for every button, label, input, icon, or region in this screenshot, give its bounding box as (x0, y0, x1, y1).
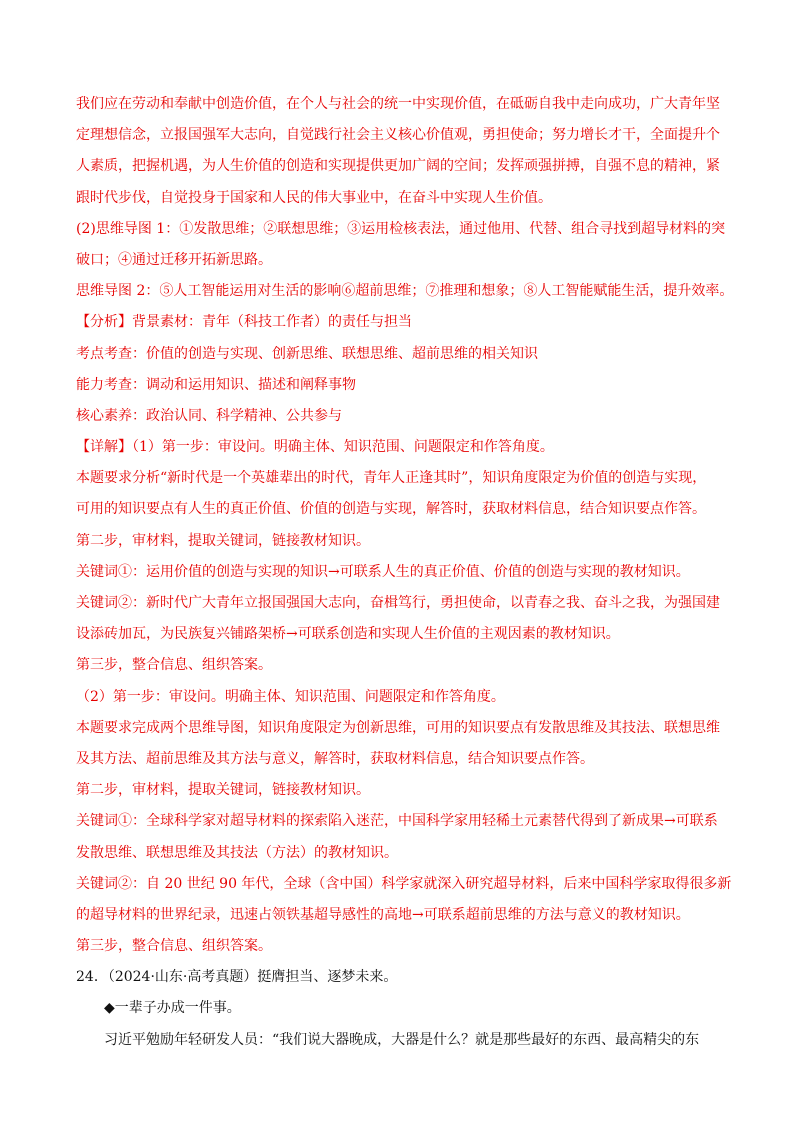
detail-step-1: 【详解】（1）第一步：审设问。明确主体、知识范围、问题限定和作答角度。 (76, 439, 554, 456)
mind-map-1-answer: (2)思维导图 1：①发散思维；②联想思维；③运用检核表法，通过他用、代替、组合寻找到超导材料的突 (76, 220, 726, 237)
detail-paragraph-line: 本题要求分析“新时代是一个英雄辈出的时代，青年人正逢其时”，知识角度限定为价值的创造与实现， (76, 470, 707, 487)
part-2-step-2: 第二步，审材料，提取关键词，链接教材知识。 (76, 782, 370, 799)
keyword-2: 关键词②：新时代广大青年立报国强国大志向，奋楫笃行，勇担使命，以青春之我、奋斗之我，为强国建 (76, 595, 720, 611)
exam-points: 考点考查：价值的创造与实现、创新思维、联想思维、超前思维的相关知识 (76, 345, 538, 362)
step-3: 第三步，整合信息、组织答案。 (76, 657, 272, 674)
keyword-1: 关键词①：运用价值的创造与实现的知识→可联系人生的真正价值、价值的创造与实现的教材知识。 (76, 563, 690, 580)
answer-paragraph-line: 人素质，把握机遇，为人生价值的创造和实现提供更加广阔的空间；发挥顽强拼搏，自强不息的精神，紧 (76, 158, 720, 175)
part-2-keyword-2: 关键词②：自 20 世纪 90 年代，全球（含中国）科学家就深入研究超导材料，后来中国科学家取得很多新 (76, 875, 732, 892)
document-body (76, 94, 734, 1061)
answer-paragraph-line: 我们应在劳动和奉献中创造价值，在个人与社会的统一中实现价值，在砥砺自我中走向成功，广大青年坚 (76, 96, 720, 112)
question-24-material: 习近平勉励年轻研发人员：“我们说大器晚成，大器是什么？就是那些最好的东西、最高精尖的东 (104, 1031, 700, 1048)
core-literacy: 核心素养：政治认同、科学精神、公共参与 (76, 407, 342, 424)
keyword-2-cont: 设添砖加瓦，为民族复兴铺路架桥→可联系创造和实现人生价值的主观因素的教材知识。 (76, 626, 620, 643)
mind-map-2-answer: 思维导图 2：⑤人工智能运用对生活的影响⑥超前思维；⑦推理和想象；⑧人工智能赋能生活，提升效率。 (76, 283, 734, 300)
part-2-keyword-1-cont: 发散思维、联想思维及其技法（方法）的教材知识。 (76, 844, 398, 861)
part-2-paragraph-line: 及其方法、超前思维及其方法与意义，解答时，获取材料信息，结合知识要点作答。 (76, 750, 594, 767)
part-2-step-1: （2）第一步：审设问。明确主体、知识范围、问题限定和作答角度。 (76, 688, 505, 705)
detail-paragraph-line: 可用的知识要点有人生的真正价值、价值的创造与实现，解答时，获取材料信息，结合知识要点作答。 (76, 501, 706, 518)
part-2-keyword-2-cont: 的超导材料的世界纪录，迅速占领铁基超导感性的高地→可联系超前思维的方法与意义的教材知识。 (76, 906, 690, 923)
answer-paragraph-line: 跟时代步伐，自觉投身于国家和人民的伟大事业中，在奋斗中实现人生价值。 (76, 189, 552, 206)
analysis-heading: 【分析】背景素材：青年（科技工作者）的责任与担当 (76, 314, 412, 331)
answer-paragraph-line: 定理想信念，立报国强军大志向，自觉践行社会主义核心价值观，勇担使命；努力增长才干，全面提升个 (76, 127, 720, 144)
mind-map-1-answer-cont: 破口；④通过迁移开拓新思路。 (76, 251, 272, 268)
question-24-title: 24．（2024·山东·高考真题）挺膺担当、逐梦未来。 (76, 969, 398, 986)
step-2: 第二步，审材料，提取关键词，链接教材知识。 (76, 532, 370, 549)
part-2-step-3: 第三步，整合信息、组织答案。 (76, 938, 272, 955)
question-24-bullet: ◆一辈子办成一件事。 (104, 1000, 241, 1017)
ability-points: 能力考查：调动和运用知识、描述和阐释事物 (76, 376, 356, 393)
part-2-paragraph-line: 本题要求完成两个思维导图，知识角度限定为创新思维，可用的知识要点有发散思维及其技法、联想思维 (76, 719, 720, 736)
part-2-keyword-1: 关键词①：全球科学家对超导材料的探索陷入迷茫，中国科学家用轻稀土元素替代得到了新成果→可联系 (76, 813, 718, 830)
